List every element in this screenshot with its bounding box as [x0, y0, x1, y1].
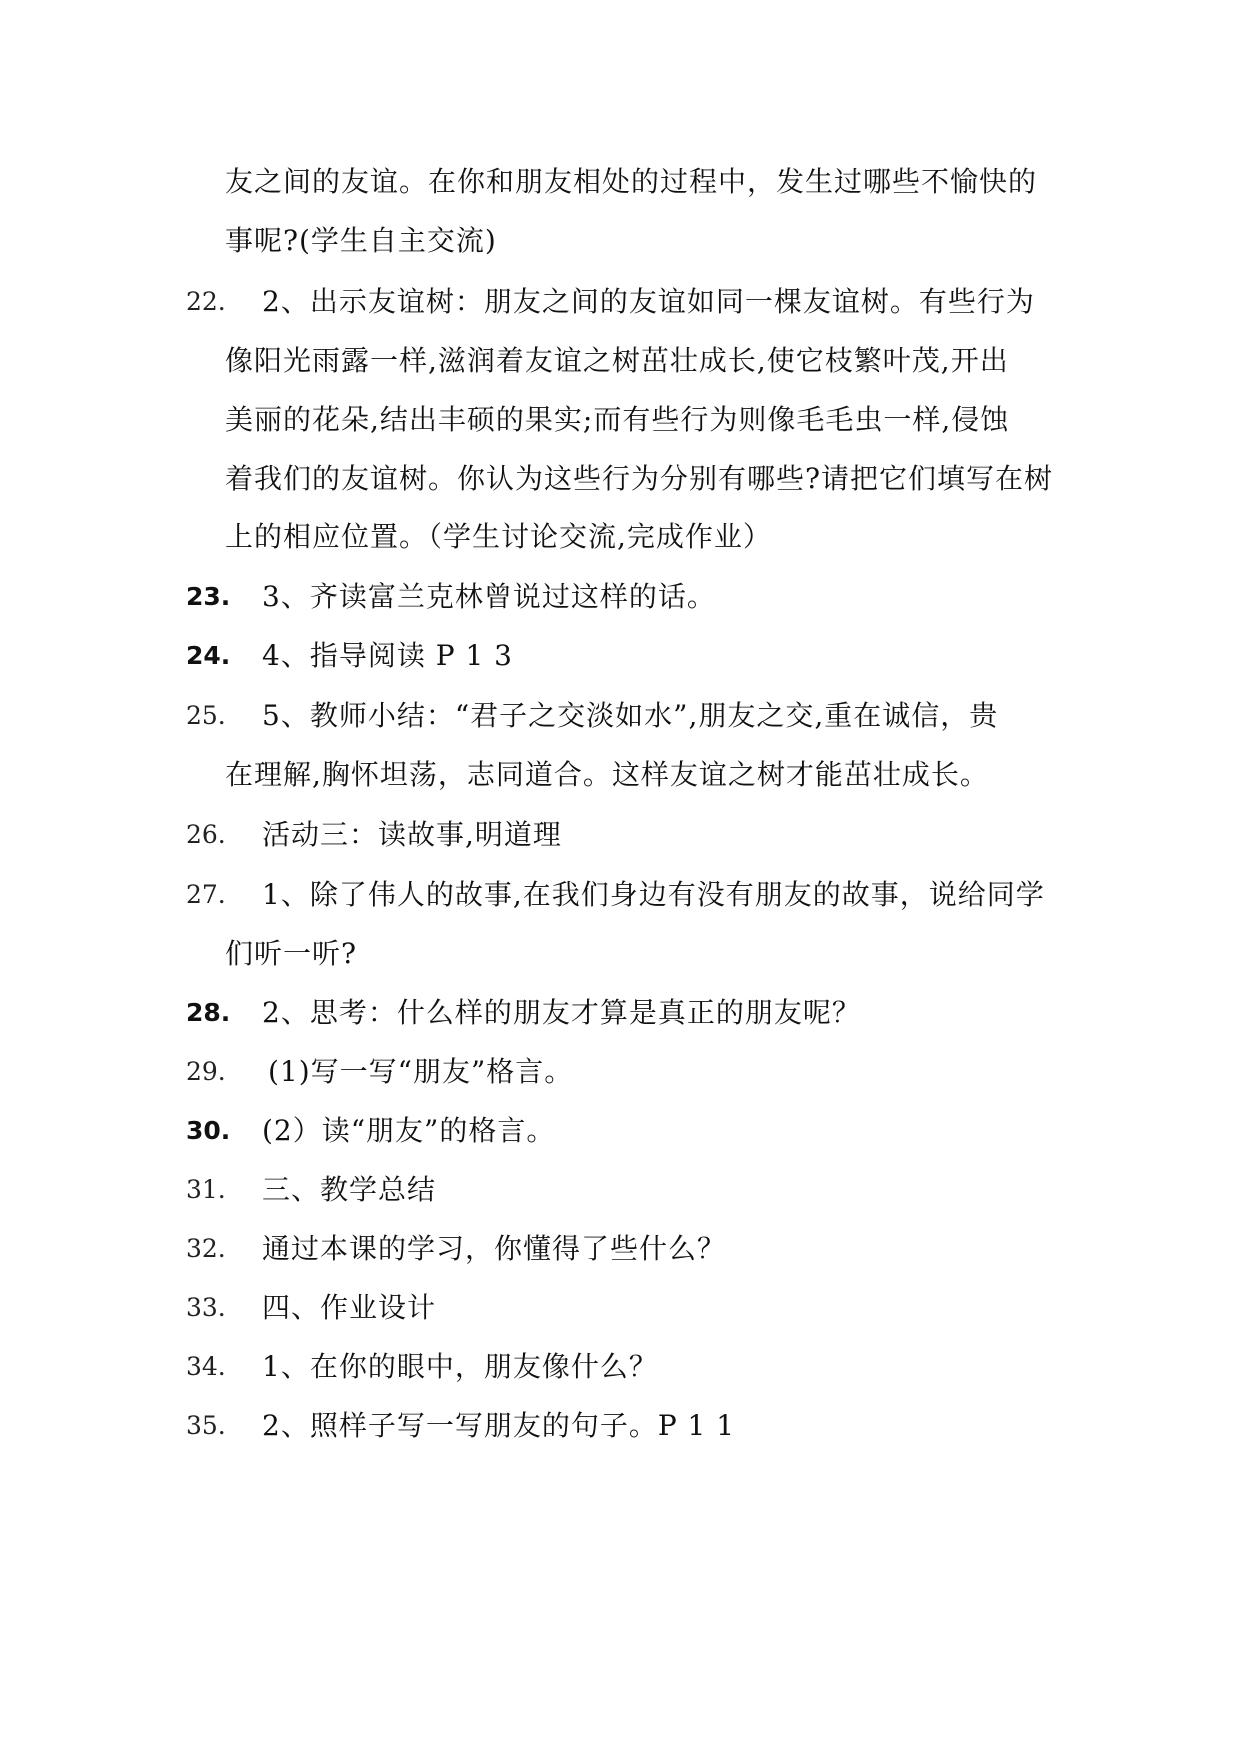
numbered-line: [0, 981, 1241, 1045]
numbered-line: [0, 1276, 1241, 1340]
line-text: 事呢?(学生自主交流): [225, 224, 497, 257]
line-text: 在理解,胸怀坦荡，志同道合。这样友谊之树才能茁壮成长。: [225, 758, 989, 791]
line-number: 35.: [186, 1411, 226, 1440]
line-text: 通过本课的学习，你懂得了些什么？: [262, 1232, 727, 1265]
line-number: 24.: [186, 641, 231, 670]
line-text: 美丽的花朵,结出丰硕的果实;而有些行为则像毛毛虫一样,侵蚀: [225, 403, 1010, 436]
line-number: 31.: [186, 1175, 226, 1204]
numbered-line: [0, 803, 1241, 867]
line-number: 22.: [186, 287, 226, 316]
numbered-line: [0, 1099, 1241, 1163]
numbered-line: [0, 1335, 1241, 1399]
text-line: [0, 447, 1241, 511]
line-number: 26.: [186, 820, 226, 849]
numbered-line: [0, 684, 1241, 748]
line-text: 2、思考：什么样的朋友才算是真正的朋友呢？: [262, 996, 861, 1029]
numbered-line: [0, 863, 1241, 927]
line-text: 2、照样子写一写朋友的句子。P 1 1: [262, 1409, 736, 1442]
line-text: (1)写一写“朋友”格言。: [268, 1055, 574, 1088]
numbered-line: [0, 1217, 1241, 1281]
line-text: 5、教师小结：“君子之交淡如水”,朋友之交,重在诚信，贵: [262, 699, 999, 732]
line-text: 上的相应位置。（学生讨论交流,完成作业）: [225, 520, 772, 553]
numbered-line: [0, 624, 1241, 688]
line-number: 34.: [186, 1352, 226, 1381]
text-line: [0, 505, 1241, 569]
numbered-line: [0, 1394, 1241, 1458]
line-text: 2、出示友谊树：朋友之间的友谊如同一棵友谊树。有些行为: [262, 285, 1035, 318]
line-text: (2）读“朋友”的格言。: [262, 1114, 556, 1147]
line-number: 32.: [186, 1234, 226, 1263]
line-number: 30.: [186, 1116, 231, 1145]
line-text: 3、齐读富兰克林曾说过这样的话。: [262, 580, 716, 613]
line-text: 像阳光雨露一样,滋润着友谊之树茁壮成长,使它枝繁叶茂,开出: [225, 344, 1009, 377]
text-line: [0, 150, 1241, 214]
numbered-line: [0, 270, 1241, 334]
line-text: 四、作业设计: [262, 1291, 437, 1324]
text-line: [0, 388, 1241, 452]
line-text: 1、在你的眼中，朋友像什么？: [262, 1350, 658, 1383]
line-number: 27.: [186, 880, 226, 909]
text-line: [0, 329, 1241, 393]
numbered-line: [0, 565, 1241, 629]
numbered-line: [0, 1040, 1241, 1104]
text-line: [0, 743, 1241, 807]
line-text: 活动三：读故事,明道理: [262, 818, 562, 851]
line-text: 们听一听?: [225, 937, 358, 970]
line-text: 4、指导阅读 P 1 3: [262, 639, 513, 672]
line-number: 29.: [186, 1057, 226, 1086]
line-number: 33.: [186, 1293, 226, 1322]
line-number: 28.: [186, 998, 231, 1027]
numbered-line: [0, 1158, 1241, 1222]
line-text: 着我们的友谊树。你认为这些行为分别有哪些?请把它们填写在树: [225, 462, 1054, 495]
line-number: 23.: [186, 582, 231, 611]
text-line: [0, 209, 1241, 273]
line-text: 友之间的友谊。在你和朋友相处的过程中，发生过哪些不愉快的: [225, 165, 1038, 198]
line-text: 三、教学总结: [262, 1173, 437, 1206]
line-text: 1、除了伟人的故事,在我们身边有没有朋友的故事，说给同学: [262, 878, 1045, 911]
line-number: 25.: [186, 701, 226, 730]
text-line: [0, 922, 1241, 986]
